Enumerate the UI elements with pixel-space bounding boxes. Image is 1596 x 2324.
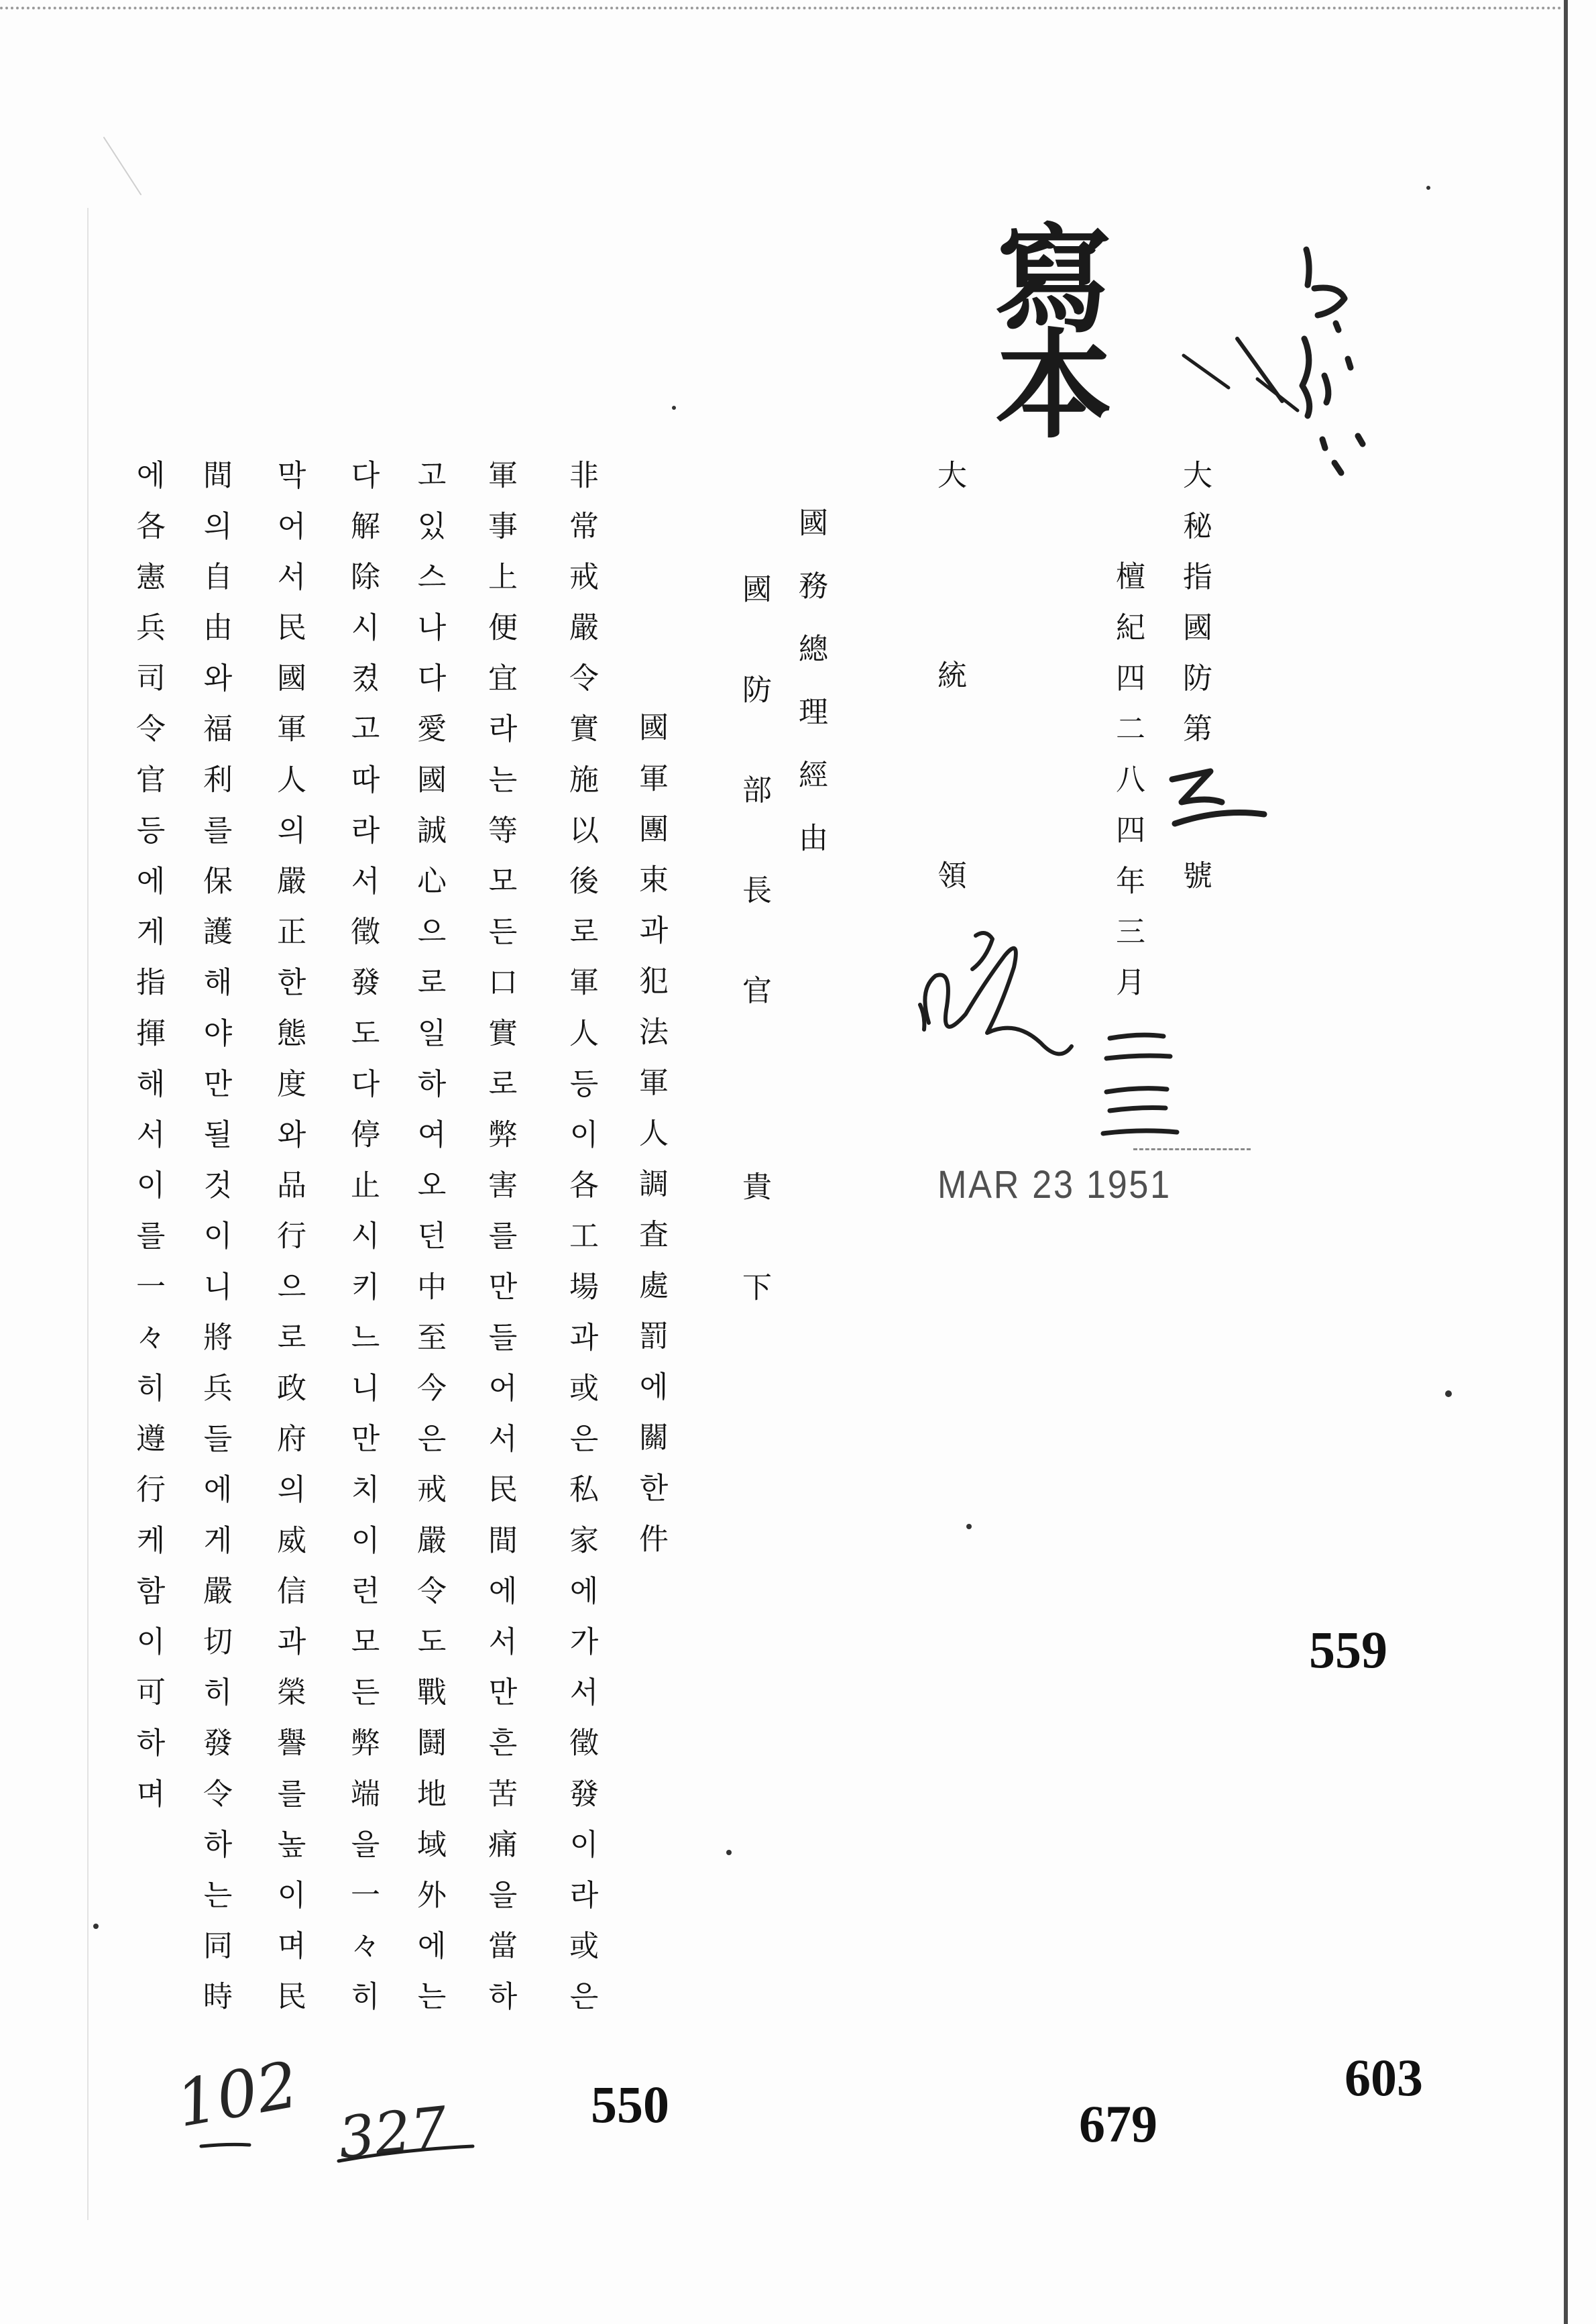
copy-mark-title: 寫本: [976, 218, 1113, 429]
archive-number-right: 559: [1309, 1620, 1387, 1679]
approval-stroke: [1302, 339, 1310, 416]
approval-stroke: [1322, 439, 1325, 448]
subject-line: 國軍團束과犯法軍人調査處罰에關한件: [634, 712, 668, 1574]
scan-speck: [726, 1850, 732, 1855]
approval-stroke: [1348, 359, 1351, 368]
signature-stroke: [920, 1005, 924, 1030]
handwritten-day-mark: [1103, 1035, 1177, 1133]
scan-speck: [672, 406, 676, 410]
recipient-title: 國防部長官: [737, 573, 771, 1075]
sender: 大統領: [932, 459, 966, 1060]
signature-stroke: [972, 933, 992, 969]
archive-number-bottom-left: 550: [591, 2075, 669, 2134]
approval-stroke: [1237, 339, 1282, 401]
body-column-4: 다解除시켰고따라서徵發도다停止시키느니만치이런모든弊端을一々히: [345, 459, 380, 2032]
document-number-suffix: 號: [1178, 860, 1212, 911]
recipient-honorific: 貴下: [737, 1171, 771, 1372]
archive-number-bottom-center: 679: [1079, 2095, 1157, 2153]
approval-stroke: [1257, 379, 1298, 410]
day-stroke: [1106, 1089, 1167, 1092]
body-column-3: 고있스나다愛國誠心으로일하여오던中至今은戒嚴令도戰鬪地域外에는: [412, 459, 446, 2032]
archive-number-bottom-right: 603: [1345, 2048, 1423, 2107]
document-number-prefix: 大秘指國防第: [1178, 459, 1212, 764]
body-column-2: 軍事上便宜라는等모든口實로弊害를만들어서民間에서만흔苦痛을當하: [483, 459, 517, 2032]
body-column-5: 막어서民國軍人의嚴正한態度와品行으로政府의威信과榮譽를높이며民: [272, 459, 306, 2032]
day-stroke: [1106, 1056, 1170, 1058]
routing-line: 國務總理經由: [793, 507, 828, 885]
stamp-rule: [1133, 1148, 1251, 1150]
scan-speck: [1445, 1390, 1452, 1397]
approval-stroke: [1358, 436, 1363, 444]
scan-edge-top: [0, 7, 1562, 9]
body-column-6: 間의自由와福利를保護해야만될것이니將兵들에게嚴切히發令하는同時: [198, 459, 232, 2032]
handwritten-number-mark: [1172, 771, 1264, 824]
approval-stroke: [1324, 376, 1328, 402]
approval-stroke: [1336, 323, 1338, 330]
day-stroke: [1110, 1108, 1165, 1111]
scan-edge-diagonal: [104, 137, 141, 195]
body-column-7: 에各憲兵司令官등에게指揮해서이를一々히遵行케함이可하며: [131, 459, 165, 1829]
scan-edge-right: [1564, 0, 1568, 2324]
approval-stroke: [1184, 355, 1229, 388]
received-date-stamp: MAR 23 1951: [937, 1163, 1172, 1207]
scan-speck: [93, 1924, 99, 1929]
approval-marks: [1184, 250, 1363, 473]
approval-stroke: [1314, 288, 1345, 315]
handwritten-sub-number: 327: [335, 2095, 451, 2172]
day-stroke: [1110, 1035, 1163, 1038]
scan-speck: [1426, 186, 1430, 190]
approval-stroke: [1334, 463, 1341, 473]
day-stroke: [1103, 1131, 1177, 1133]
approval-stroke: [1306, 250, 1309, 285]
scan-edge-left: [87, 208, 89, 2220]
body-column-1: 非常戒嚴令實施以後로軍人등이各工場과或은私家에가서徵發이라或은: [564, 459, 598, 2032]
handwritten-file-number: 102: [171, 2048, 304, 2142]
scan-speck: [966, 1524, 972, 1529]
document-date: 檀紀四二八四年三月: [1110, 561, 1145, 1017]
